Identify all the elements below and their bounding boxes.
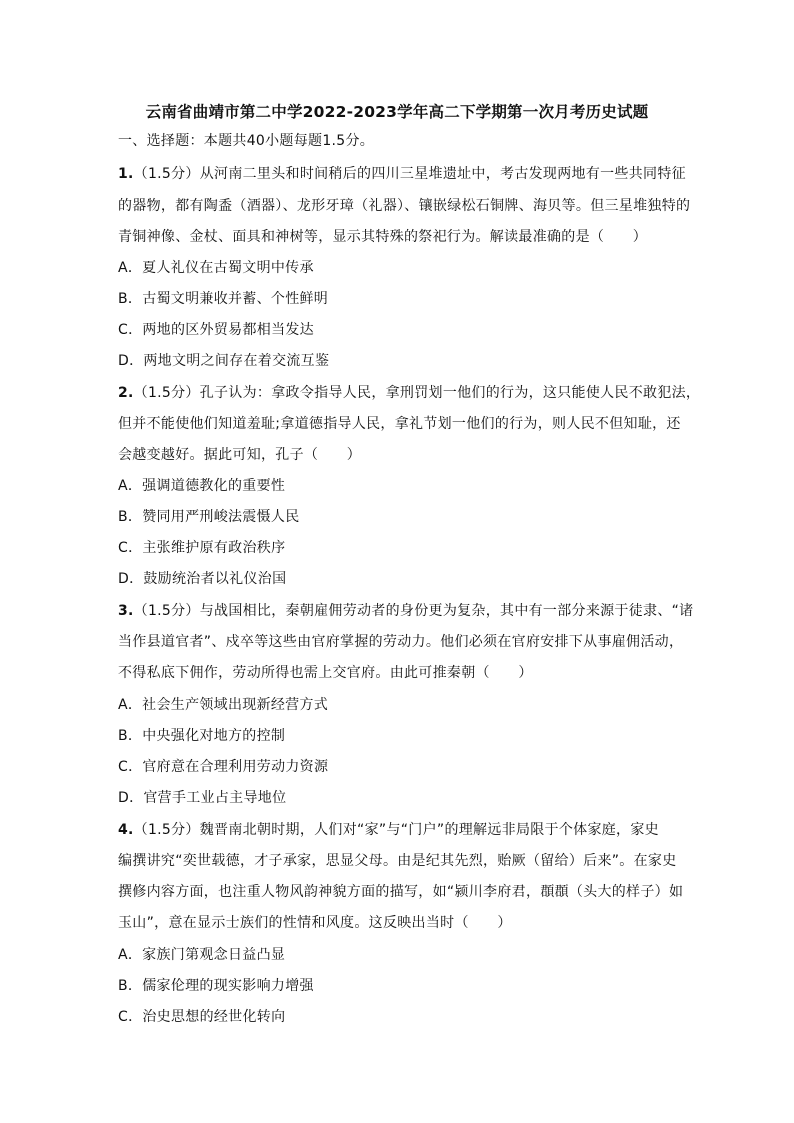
question-1-line-1: 1.（1.5分）从河南二里头和时间稍后的四川三星堆遗址中，考古发现两地有一些共同特征	[118, 166, 686, 182]
question-3-option-d: D．官营手工业占主导地位	[118, 790, 287, 806]
question-3-line-2: 当作县道官者”、戍卒等这些由官府掌握的劳动力。他们必须在官府安排下从事雇佣活动，	[118, 634, 684, 650]
question-3-line-1: 3.（1.5分）与战国相比，秦朝雇佣劳动者的身份更为复杂，其中有一部分来源于徒隶、“诸	[118, 603, 694, 619]
question-1-option-a: A．夏人礼仪在古蜀文明中传承	[118, 260, 314, 276]
question-2-option-a: A．强调道德教化的重要性	[118, 478, 286, 494]
question-4-option-b: B．儒家伦理的现实影响力增强	[118, 978, 314, 994]
question-1-option-d: D．两地文明之间存在着交流互鉴	[118, 353, 330, 369]
question-number: 2.	[118, 385, 134, 401]
question-3-option-b: B．中央强化对地方的控制	[118, 728, 286, 744]
question-4-line-3: 撰修内容方面，也注重人物风韵神貌方面的描写，如“颍川李府君，頵頵（头大的样子）如	[118, 884, 684, 900]
question-1-line-2: 的器物，都有陶盉（酒器）、龙形牙璋（礼器）、镶嵌绿松石铜牌、海贝等。但三星堆独特的	[118, 198, 691, 214]
question-4-line-4: 玉山”，意在显示士族们的性情和风度。这反映出当时（ ）	[118, 915, 512, 931]
question-4-line-2: 编撰讲究“奕世载德，才子承家，思显父母。由是纪其先烈，贻厥（留给）后来”。在家史	[118, 853, 677, 869]
question-2-option-b: B．赞同用严刑峻法震慑人民	[118, 509, 300, 525]
question-3-option-a: A．社会生产领域出现新经营方式	[118, 697, 329, 713]
question-3-option-c: C．官府意在合理利用劳动力资源	[118, 759, 329, 775]
question-2-option-d: D．鼓励统治者以礼仪治国	[118, 571, 287, 587]
question-1-option-b: B．古蜀文明兼收并蓄、个性鲜明	[118, 291, 329, 307]
section-heading: 一、选择题：本题共40小题每题1.5分。	[118, 133, 375, 149]
question-3-line-3: 不得私底下佣作，劳动所得也需上交官府。由此可推秦朝（ ）	[118, 665, 533, 681]
question-4-line-1: 4.（1.5分）魏晋南北朝时期，人们对“家”与“门户”的理解远非局限于个体家庭，家史	[118, 822, 659, 838]
question-2-line-3: 会越变越好。据此可知，孔子（ ）	[118, 447, 362, 463]
question-2-line-2: 但并不能使他们知道羞耻;拿道德指导人民，拿礼节划一他们的行为，则人民不但知耻，还	[118, 416, 681, 432]
question-2-line-1: 2.（1.5分）孔子认为：拿政令指导人民，拿刑罚划一他们的行为，这只能使人民不敢犯法，	[118, 385, 701, 401]
question-number: 1.	[118, 166, 134, 182]
question-2-option-c: C．主张维护原有政治秩序	[118, 540, 286, 556]
question-4-option-c: C．治史思想的经世化转向	[118, 1009, 286, 1025]
question-number: 3.	[118, 603, 134, 619]
page-title: 云南省曲靖市第二中学2022-2023学年高二下学期第一次月考历史试题	[145, 103, 649, 121]
question-4-option-a: A．家族门第观念日益凸显	[118, 947, 286, 963]
question-1-line-3: 青铜神像、金杖、面具和神树等，显示其特殊的祭祀行为。解读最准确的是（ ）	[118, 229, 648, 245]
question-1-option-c: C．两地的区外贸易都相当发达	[118, 322, 314, 338]
question-number: 4.	[118, 822, 134, 838]
